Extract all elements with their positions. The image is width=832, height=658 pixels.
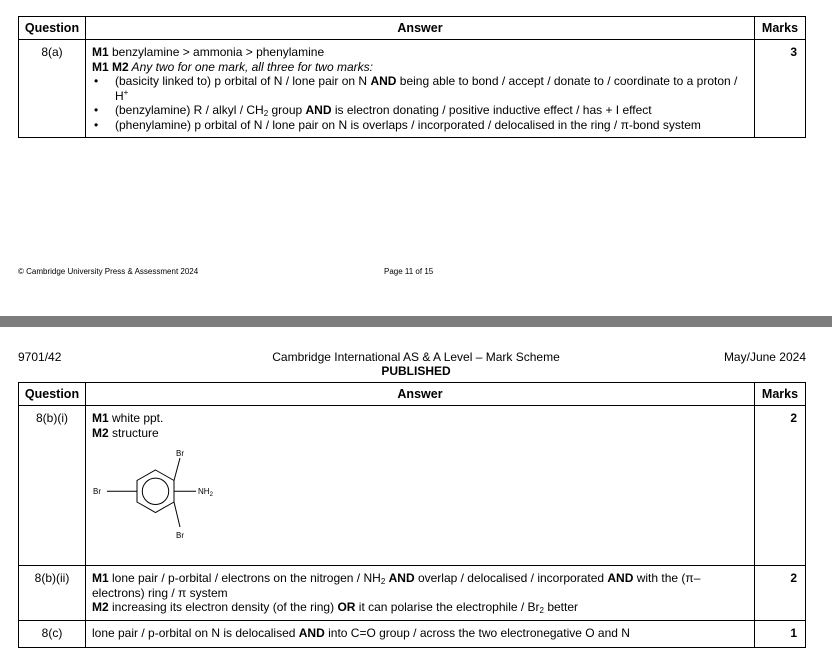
answer-cell: lone pair / p-orbital on N is delocalised AND into C=O group / across the two electronegative O and N: [85, 621, 754, 648]
table-row: [19, 566, 806, 621]
table-row: [19, 40, 806, 138]
column-header-question: Question: [19, 383, 86, 406]
nh2-label: $NH_2$: [197, 487, 213, 498]
question-number: 8(b)(i): [19, 406, 86, 566]
footer-copyright: © Cambridge University Press & Assessment 2024: [18, 267, 199, 276]
table-row: [19, 406, 806, 566]
published-label: PUBLISHED: [381, 364, 451, 378]
br-left-label: Br: [92, 487, 101, 496]
list-item: • (basicity linked to) p orbital of N / lone pair on N AND being able to bond / accept / donate to / coordinate to a proton / H+: [92, 74, 748, 103]
exam-session: May/June 2024: [723, 350, 806, 364]
document-title: [0, 350, 832, 378]
question-number: 8(c): [19, 621, 86, 648]
column-header-answer: Answer: [85, 17, 754, 40]
marks-value: 1: [755, 621, 806, 648]
question-number: 8(b)(ii): [19, 566, 86, 621]
question-number: 8(a): [19, 40, 86, 138]
mark-scheme-table-8b-8c: [18, 382, 806, 648]
br-top-label: Br: [175, 449, 184, 458]
br-bottom-label: Br: [175, 531, 184, 540]
marks-value: 2: [755, 406, 806, 566]
m1-line: M1 white ppt.: [91, 411, 164, 425]
list-item: • (phenylamine) p orbital of N / lone pair on N is overlaps / incorporated / delocalised in the ring / π-bond system: [92, 118, 748, 133]
aromatic-circle: [142, 478, 168, 504]
mark-scheme-table-8a: [18, 16, 806, 138]
marks-value: 2: [755, 566, 806, 621]
m1m2-text: Any two for one mark, all three for two marks:: [128, 59, 373, 74]
m1m2-line: [92, 60, 748, 75]
marks-value: 3: [755, 40, 806, 138]
m1-line: [92, 45, 748, 60]
m1-text: benzylamine > ammonia > phenylamine: [108, 45, 325, 59]
column-header-marks: Marks: [755, 17, 806, 40]
table-header-row: [19, 17, 806, 40]
m1-line: M1 lone pair / p-orbital / electrons on the nitrogen / $NH_2$ AND overlap / delocalised / incorporated AND with the (π–electrons) ring / π system: [91, 571, 701, 600]
column-header-marks: Marks: [755, 383, 806, 406]
m1-label: M1: [91, 45, 109, 59]
m2-line: M2 increasing its electron density (of the ring) OR it can polarise the electrophile / $Br_2$ better: [91, 600, 579, 615]
bond-br-top: [174, 458, 180, 481]
footer-page-number: Page 11 of 15: [384, 267, 434, 276]
list-item: • (benzylamine) R / alkyl / $CH_2$ group AND is electron donating / positive inductive effect / has + I effect: [92, 103, 748, 118]
criteria-list: [92, 74, 748, 132]
column-header-question: Question: [19, 17, 86, 40]
syllabus-code: 9701/42: [18, 350, 62, 364]
answer-cell: [85, 406, 754, 566]
title-text: Cambridge International AS & A Level – Mark Scheme: [272, 350, 560, 364]
table-header-row: [19, 383, 806, 406]
m1m2-label: M1 M2: [91, 59, 129, 74]
answer-cell: [85, 566, 754, 621]
tribromophenylamine-structure: [92, 446, 252, 558]
table-row: [19, 621, 806, 648]
column-header-answer: Answer: [85, 383, 754, 406]
bond-br-bottom: [174, 502, 180, 527]
m2-line: M2 structure: [91, 425, 159, 440]
page-separator: [0, 316, 832, 327]
answer-cell: [85, 40, 754, 138]
